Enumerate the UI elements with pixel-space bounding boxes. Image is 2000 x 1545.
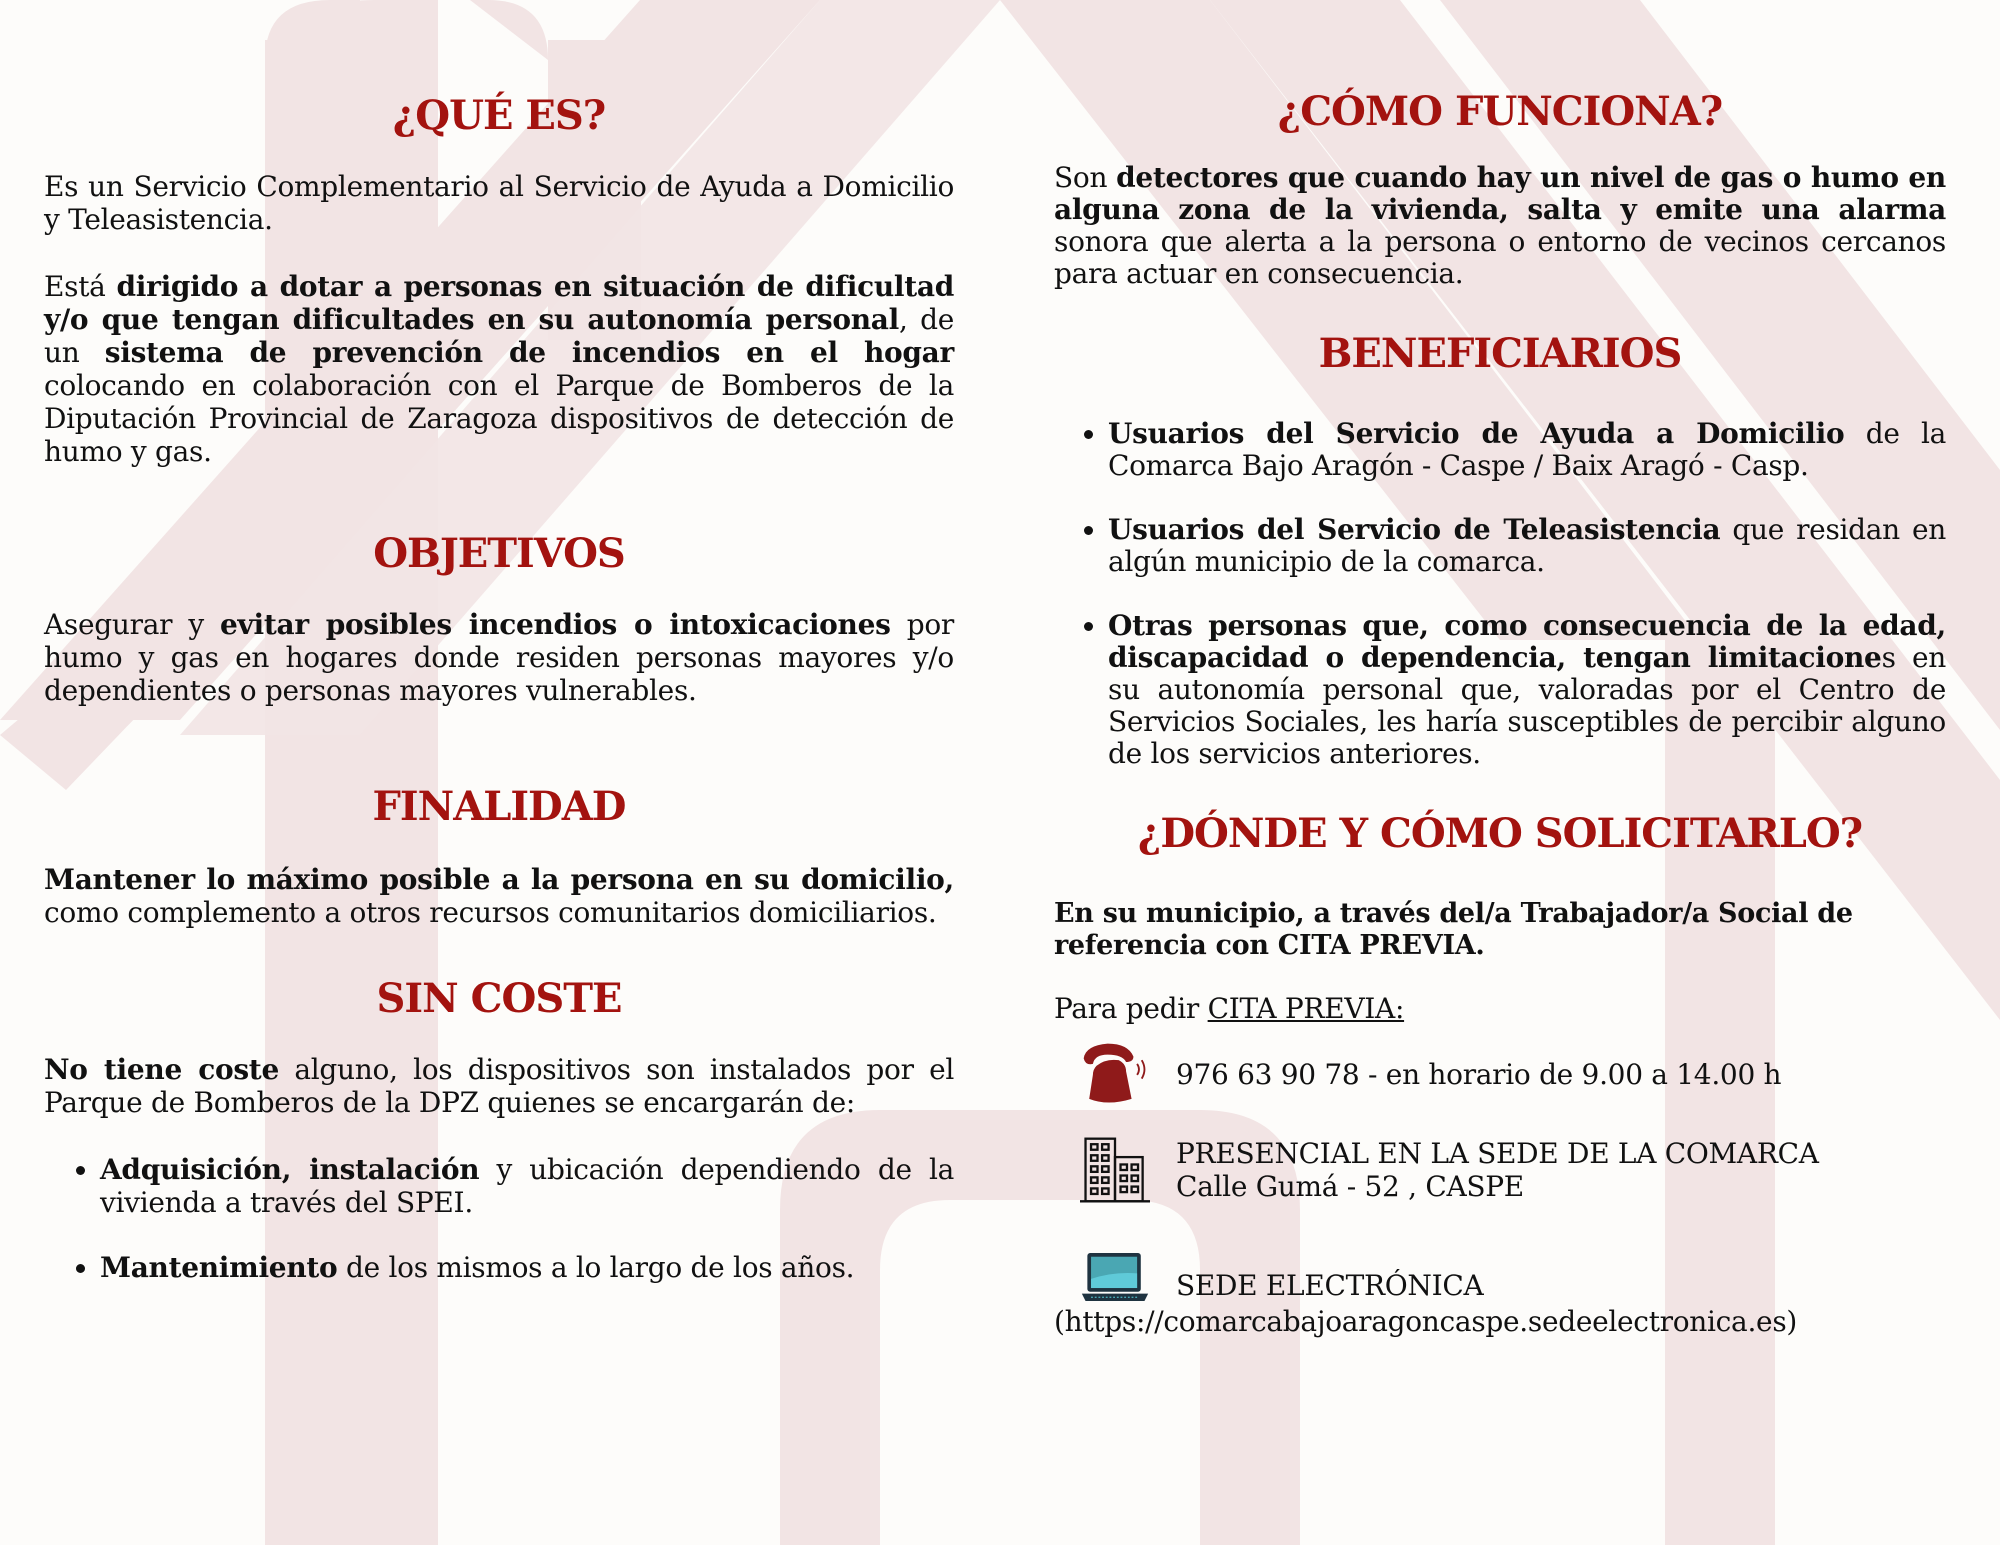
cita-previa-line: Para pedir CITA PREVIA: <box>1054 992 1405 1025</box>
heading-finalidad: FINALIDAD <box>372 783 626 830</box>
contact-presencial <box>1080 1135 1946 1205</box>
finalidad-paragraph: Mantener lo máximo posible a la persona en su domicilio, como complemento a otros recursos comunitarios domiciliarios. <box>44 863 954 929</box>
heading-como-funciona: ¿CÓMO FUNCIONA? <box>1277 88 1723 135</box>
donde-bold-line: En su municipio, a través del/a Trabajador/a Social de referencia con CITA PREVIA. <box>1054 898 1853 961</box>
laptop-icon <box>1080 1235 1150 1305</box>
que-es-paragraph-1: Es un Servicio Complementario al Servicio de Ayuda a Domicilio y Teleasistencia. <box>44 170 954 236</box>
section-que-es <box>44 92 954 468</box>
heading-objetivos: OBJETIVOS <box>373 530 625 577</box>
list-item: • Otras personas que, como consecuencia de la edad, discapacidad o dependencia, tengan limitaciones en su autonomía personal que, valoradas por el Centro de Servicios Sociales, les haría susceptibles de percibir alguno de los servicios anteriores. <box>1108 610 1946 770</box>
sin-coste-list <box>44 1153 954 1284</box>
contact-phone <box>1080 1039 1946 1109</box>
building-icon <box>1080 1135 1150 1205</box>
como-funciona-paragraph: Son detectores que cuando hay un nivel de gas o humo en alguna zona de la vivienda, salta y emite una alarma sonora que alerta a la persona o entorno de vecinos cercanos para actuar en consecuencia. <box>1054 161 1946 290</box>
sede-electronica-label: SEDE ELECTRÓNICA <box>1176 1268 1484 1302</box>
heading-donde-solicitarlo: ¿DÓNDE Y CÓMO SOLICITARLO? <box>1137 810 1863 857</box>
list-item: • Usuarios del Servicio de Teleasistencia que residan en algún municipio de la comarca. <box>1108 514 1946 578</box>
section-objetivos <box>44 530 954 707</box>
phone-text: 976 63 90 78 - en horario de 9.00 a 14.00 h <box>1176 1057 1782 1091</box>
right-column <box>1054 80 1946 1338</box>
list-item: • Adquisición, instalación y ubicación dependiendo de la vivienda a través del SPEI. <box>100 1153 954 1219</box>
list-item: • Usuarios del Servicio de Ayuda a Domicilio de la Comarca Bajo Aragón - Caspe / Baix Aragó - Casp. <box>1108 418 1946 482</box>
sin-coste-paragraph: No tiene coste alguno, los dispositivos son instalados por el Parque de Bomberos de la DPZ quienes se encargarán de: <box>44 1053 954 1119</box>
heading-beneficiarios: BENEFICIARIOS <box>1318 330 1682 377</box>
presencial-text: PRESENCIAL EN LA SEDE DE LA COMARCA Calle Gumá - 52 , CASPE <box>1176 1137 1819 1203</box>
sede-electronica-url[interactable]: (https://comarcabajoaragoncaspe.sedeelectronica.es) <box>1054 1305 1798 1338</box>
que-es-paragraph-2: Está dirigido a dotar a personas en situación de dificultad y/o que tengan dificultades en su autonomía personal, de un sistema de prevención de incendios en el hogar colocando en colaboración con el Parque de Bomberos de la Diputación Provincial de Zaragoza dispositivos de detección de humo y gas. <box>44 270 954 468</box>
cita-previa-link: CITA PREVIA: <box>1207 992 1405 1025</box>
phone-icon <box>1080 1039 1150 1109</box>
section-como-funciona <box>1054 88 1946 290</box>
heading-sin-coste: SIN COSTE <box>376 975 622 1022</box>
beneficiarios-list <box>1054 418 1946 770</box>
objetivos-paragraph: Asegurar y evitar posibles incendios o intoxicaciones por humo y gas en hogares donde residen personas mayores y/o dependientes o personas mayores vulnerables. <box>44 608 954 707</box>
heading-que-es: ¿QUÉ ES? <box>392 92 606 139</box>
left-column <box>44 80 954 1316</box>
contact-sede-electronica <box>1054 1235 1946 1338</box>
section-finalidad <box>44 783 954 929</box>
section-beneficiarios <box>1054 330 1946 770</box>
list-item: • Mantenimiento de los mismos a lo largo de los años. <box>100 1251 954 1284</box>
section-donde-solicitarlo <box>1054 810 1946 1338</box>
section-sin-coste <box>44 975 954 1284</box>
